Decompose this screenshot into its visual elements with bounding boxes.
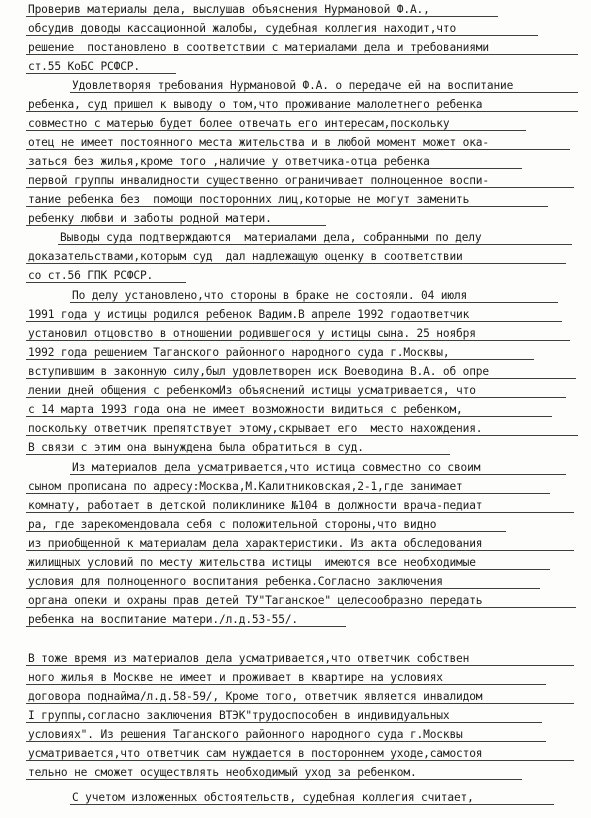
typewriter-baseline-rule — [26, 626, 346, 627]
typewriter-baseline-rule — [26, 206, 548, 207]
typewriter-baseline-rule — [26, 225, 326, 226]
typewriter-baseline-rule — [26, 607, 576, 608]
typewriter-baseline-rule — [26, 282, 186, 283]
document-line: По делу установлено,что стороны в браке не состояли. 04 июля — [72, 289, 468, 302]
document-line: из приобщенной к материалам дела характеристики. Из акта обследования — [28, 537, 483, 550]
document-line: ст.55 КоБС РСФСР. — [28, 60, 140, 73]
document-line: ного жилья в Москве не имеет и проживает в квартире на условиях — [28, 671, 443, 684]
document-line: решение постановлено в соответствии с материалами дела и требованиями — [28, 41, 489, 54]
typewriter-baseline-rule — [26, 378, 576, 379]
document-line: комнату, работает в детской поликлинике №104 в должности врача-педиат — [28, 499, 483, 512]
typewriter-baseline-rule — [26, 665, 574, 666]
document-line: В тоже время из материалов дела усматривается,что ответчик собствен — [28, 652, 470, 665]
typewriter-baseline-rule — [26, 550, 574, 551]
document-line: совместно с матерью будет более отвечать его интересам,поскольку — [28, 117, 450, 130]
document-line: Из материалов дела усматривается,что истица совместно со своим — [72, 461, 481, 474]
document-line: I группы,согласно заключения ВТЭК"трудоспособен в индивидуальных — [28, 709, 450, 722]
document-line: условия для полноценного воспитания ребенка.Согласно заключения — [28, 575, 443, 588]
typewriter-baseline-rule — [26, 779, 522, 780]
document-line: условиях". Из решения Таганского районного народного суда г.Москвы — [28, 728, 463, 741]
document-line: 1991 года у истицы родился ребенок Вадим.В апреле 1992 годаответчик — [28, 308, 470, 321]
typewriter-baseline-rule — [26, 493, 550, 494]
document-line: обсудив доводы кассационной жалобы, судебная коллегия находит,что — [28, 22, 457, 35]
typewriter-baseline-rule — [26, 168, 522, 169]
typewriter-baseline-rule — [26, 340, 570, 341]
typewriter-baseline-rule — [26, 54, 578, 55]
typewriter-baseline-rule — [70, 804, 554, 805]
typewriter-baseline-rule — [26, 359, 534, 360]
document-line: договора поднайма/л.д.58-59/, Кроме того, ответчик является инвалидом — [28, 690, 483, 703]
document-line: доказательствами,которым суд дал надлежащую оценку в соответствии — [28, 250, 463, 263]
document-line: Выводы суда подтверждаются материалами дела, собранными по делу — [60, 231, 482, 244]
document-line: Удовлетворяя требования Нурмановой Ф.А. о передаче ей на воспитание — [72, 79, 514, 92]
document-line: тание ребенка без помощи посторонних лиц,которые не могут заменить — [28, 193, 470, 206]
document-line: вступившим в законную силу,был удовлетворен иск Воеводина В.А. об опре — [28, 365, 489, 378]
document-line: Проверив материалы дела, выслушав объяснения Нурмановой Ф.А., — [28, 3, 430, 16]
document-line: усматривается,что ответчик сам нуждается в постороннем уходе,самостоя — [28, 747, 483, 760]
typewriter-baseline-rule — [26, 321, 562, 322]
typewriter-baseline-rule — [26, 760, 574, 761]
document-line: лении дней общения с ребенкомИз объяснений истицы усматривается, что — [28, 384, 476, 397]
typewriter-baseline-rule — [70, 92, 578, 93]
typewriter-baseline-rule — [26, 111, 578, 112]
typewriter-baseline-rule — [26, 741, 546, 742]
document-line: ра, где зарекомендовала себя с положительной стороны,что видно — [28, 518, 437, 531]
document-line: 1992 года решением Таганского районного народного суда г.Москвы, — [28, 346, 450, 359]
typewriter-baseline-rule — [26, 684, 546, 685]
document-line: сыном прописана по адресу:Москва,М.Калитниковская,2-1,где занимает — [28, 480, 463, 493]
document-line: установил отцовство в отношении родившегося у истицы сына. 25 ноября — [28, 327, 476, 340]
typewriter-baseline-rule — [26, 588, 540, 589]
typewriter-baseline-rule — [26, 703, 574, 704]
typewriter-baseline-rule — [26, 531, 506, 532]
typewriter-baseline-rule — [26, 263, 566, 264]
typewriter-baseline-rule — [26, 73, 176, 74]
typewriter-baseline-rule — [26, 397, 566, 398]
document-line: первой группы инвалидности существенно ограничивает полноценное воспи- — [28, 174, 489, 187]
document-line: заться без жилья,кроме того ,наличие у ответчика-отца ребенка — [28, 155, 430, 168]
document-line: ребенка, суд пришел к выводу о том,что проживание малолетнего ребенка — [28, 98, 483, 111]
document-line: тельно не сможет осуществлять необходимый уход за ребенком. — [28, 766, 417, 779]
typewriter-baseline-rule — [26, 416, 552, 417]
typewriter-baseline-rule — [26, 435, 578, 436]
typewriter-baseline-rule — [26, 569, 550, 570]
document-line: поскольку ответчик препятствует этому,скрывает его место нахождения. — [28, 422, 483, 435]
typewriter-baseline-rule — [26, 130, 526, 131]
typewriter-baseline-rule — [26, 512, 574, 513]
typewriter-baseline-rule — [26, 454, 450, 455]
document-line: с 14 марта 1993 года она не имеет возможности видиться с ребенком, — [28, 403, 463, 416]
typewriter-baseline-rule — [26, 35, 538, 36]
document-line: со ст.56 ГПК РСФСР. — [28, 269, 154, 282]
typewriter-baseline-rule — [58, 244, 572, 245]
typewriter-baseline-rule — [70, 302, 558, 303]
typewriter-baseline-rule — [26, 16, 498, 17]
typewriter-baseline-rule — [26, 149, 570, 150]
typewriter-baseline-rule — [26, 187, 574, 188]
typewriter-baseline-rule — [70, 474, 566, 475]
document-line: жилищных условий по месту жительства истицы имеются все необходимые — [28, 556, 476, 569]
document-line: ребенку любви и заботы родной матери. — [28, 212, 272, 225]
document-line: С учетом изложенных обстоятельств, судебная коллегия считает, — [72, 791, 474, 804]
document-line: ребенка на воспитание матери./л.д.53-55/. — [28, 613, 299, 626]
document-line: органа опеки и охраны прав детей ТУ"Таганское" целесообразно передать — [28, 594, 483, 607]
document-line: В связи с этим она вынуждена была обратиться в суд. — [28, 441, 364, 454]
typewriter-baseline-rule — [26, 722, 542, 723]
document-line: отец не имеет постоянного места жительства и в любой момент может ока- — [28, 136, 489, 149]
